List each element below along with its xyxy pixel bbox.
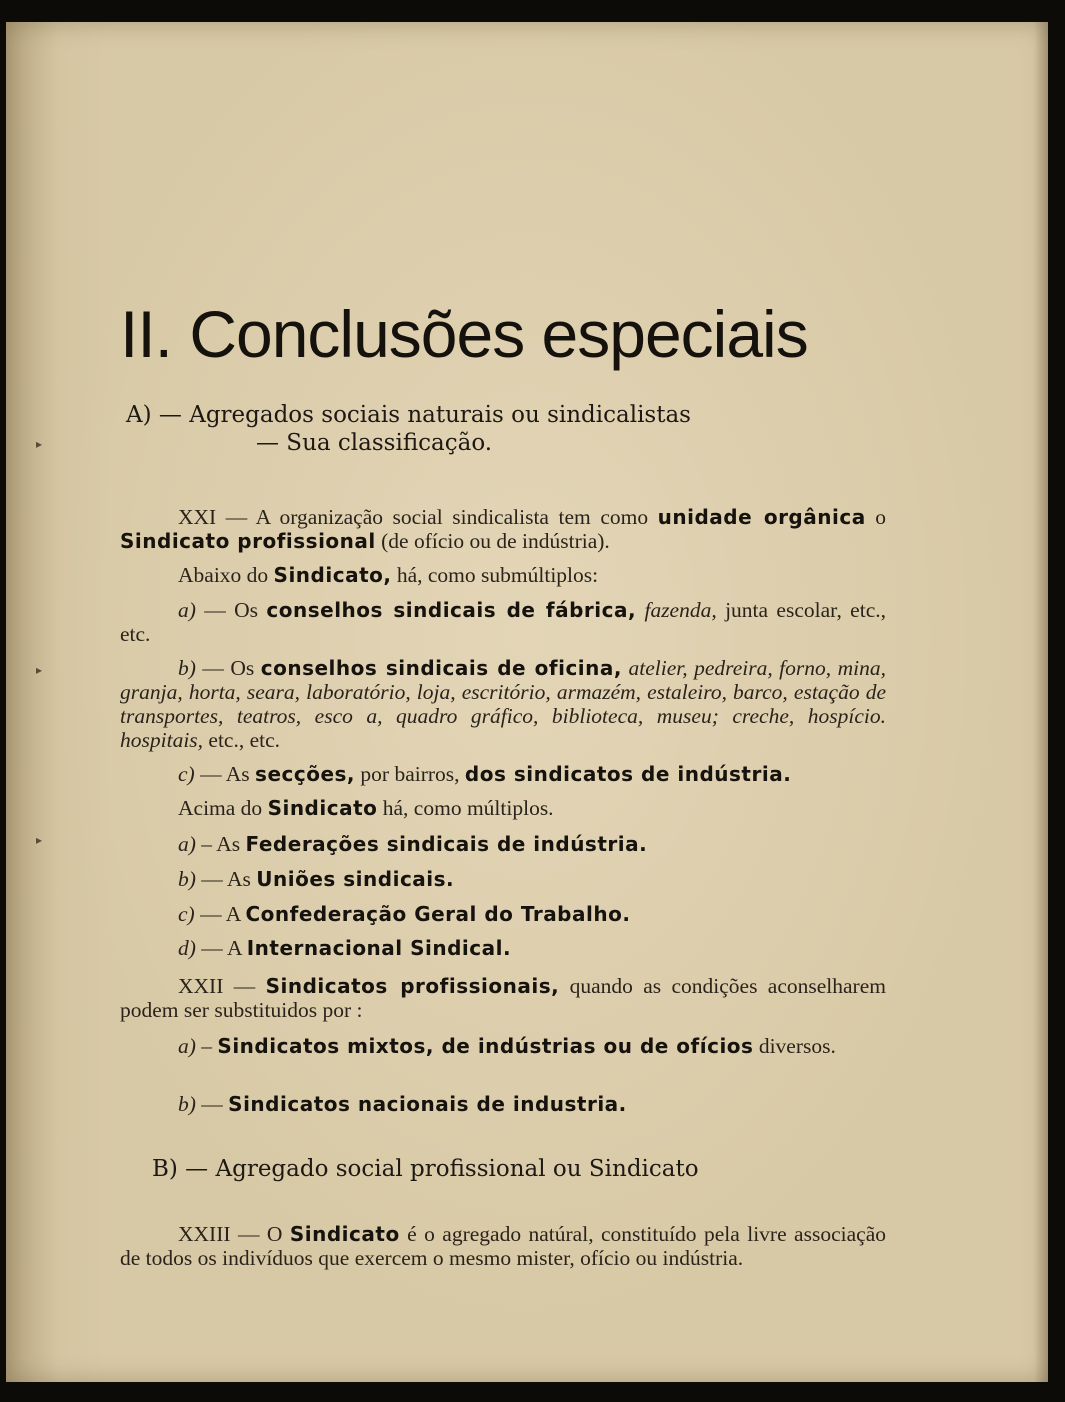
list-item-multiple-b: b) — As Uniões sindicais. — [178, 867, 455, 891]
paragraph-xxii: XXII — Sindicatos profissionais, quando as condições aconselharem podem ser substituidos por : — [120, 974, 886, 1022]
list-item-submultiple-c: c) — As secções, por bairros, dos sindicatos de indústria. — [178, 762, 792, 786]
list-item-multiple-c: c) — A Confederação Geral do Trabalho. — [178, 902, 631, 926]
list-item-multiple-d: d) — A Internacional Sindical. — [178, 936, 512, 960]
paragraph-xxi: XXI — A organização social sindicalista tem como unidade orgânica o Sindicato profissional (de ofício ou de indústria). — [120, 505, 886, 553]
paragraph-acima: Acima do Sindicato há, como múltiplos. — [178, 796, 554, 820]
section-a-heading: A) — Agregados sociais naturais ou sindicalistas — [126, 402, 691, 428]
margin-mark: ▸ — [36, 833, 43, 847]
section-b-heading: B) — Agregado social profissional ou Sindicato — [152, 1156, 699, 1182]
paragraph-abaixo: Abaixo do Sindicato, há, como submúltiplos: — [178, 563, 599, 587]
list-item-submultiple-b: b) — Os conselhos sindicais de oficina, atelier, pedreira, forno, mina, granja, horta, seara, laboratório, loja, escritório, armazém, estaleiro, barco, estação de transportes, teatros, esco a, quadro gráfico, biblioteca, museu; creche, hospício. hospitais, etc., etc. — [120, 656, 886, 752]
list-item-substitute-b: b) — Sindicatos nacionais de industria. — [178, 1092, 627, 1116]
list-item-substitute-a: a) – Sindicatos mixtos, de indústrias ou de ofícios diversos. — [178, 1034, 836, 1058]
margin-mark: ▸ — [36, 437, 43, 451]
section-a-subheading: — Sua classificação. — [256, 430, 493, 456]
margin-mark: ▸ — [36, 663, 43, 677]
list-item-multiple-a: a) – As Federações sindicais de indústria. — [178, 832, 648, 856]
page-title: II. Conclusões especiais — [120, 297, 808, 371]
paragraph-xxiii: XXIII — O Sindicato é o agregado natúral, constituído pela livre associação de todos os indivíduos que exercem o mesmo mister, ofício ou indústria. — [120, 1222, 886, 1270]
list-item-submultiple-a: a) — Os conselhos sindicais de fábrica, fazenda, junta escolar, etc., etc. — [120, 598, 886, 646]
